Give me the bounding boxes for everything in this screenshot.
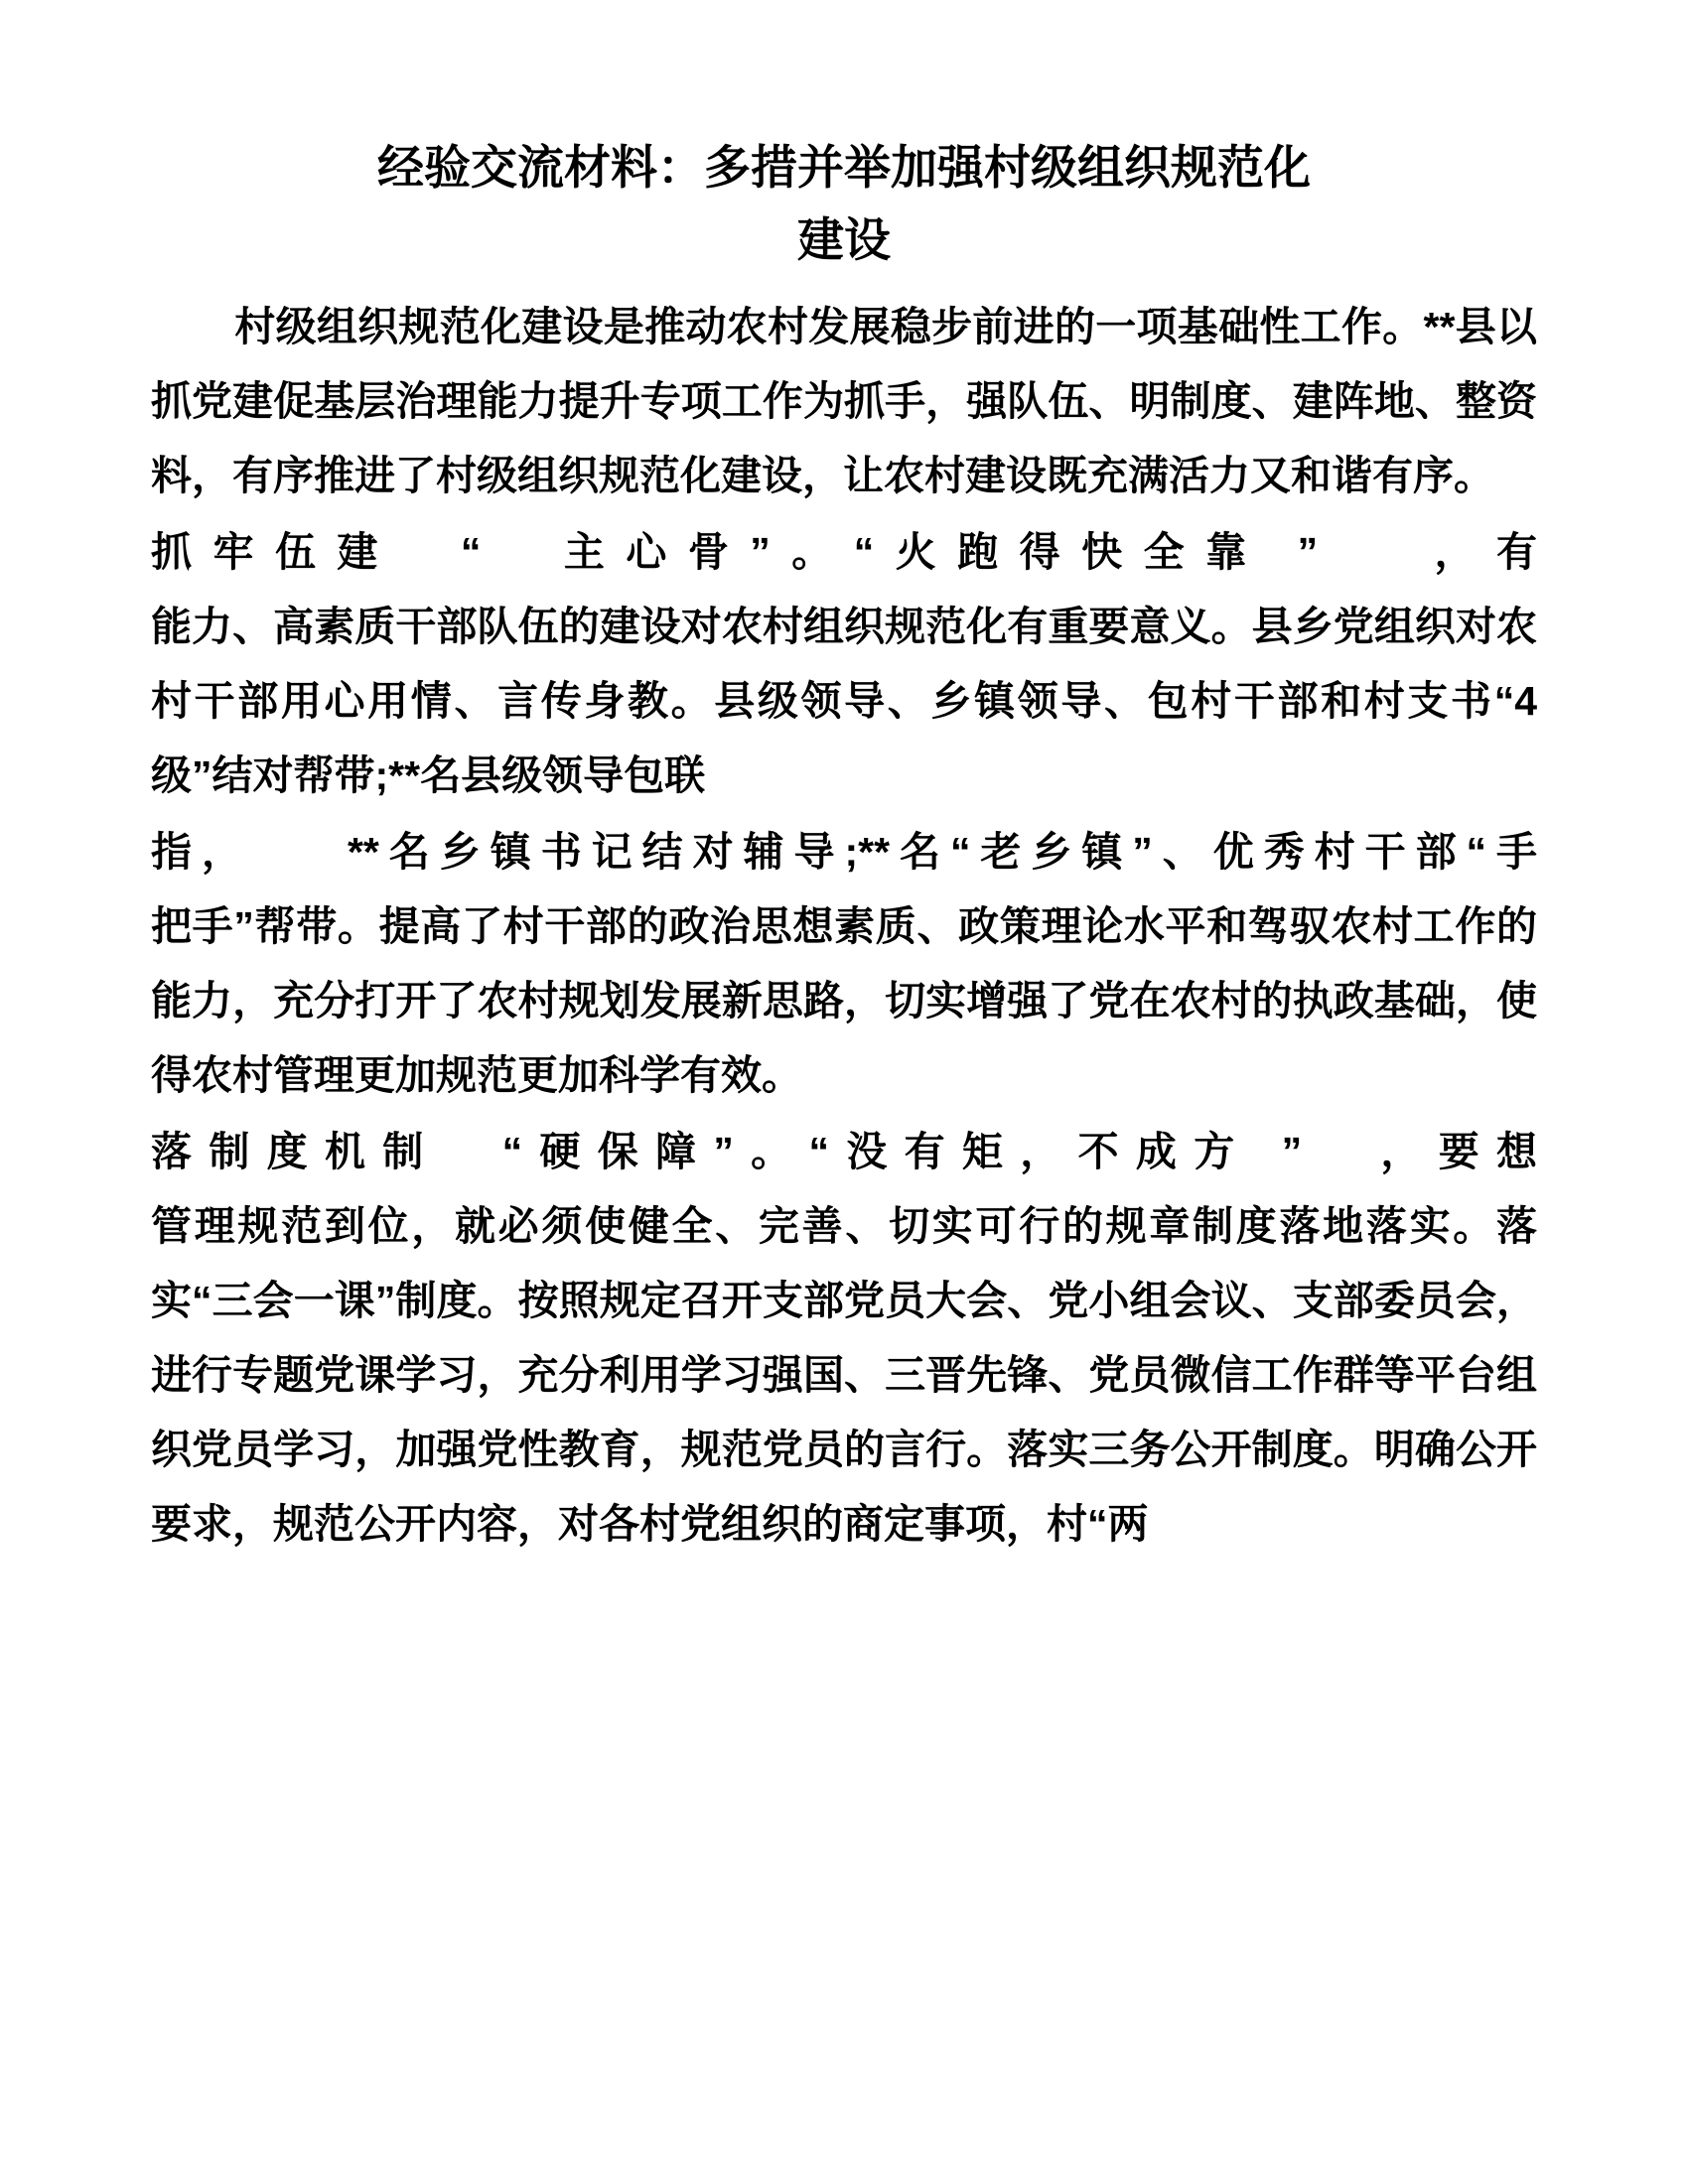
section-1-quote-close: ” xyxy=(1297,529,1319,575)
section-1-line-6: 把手”帮带。提高了村干部的政治思想素质、政策理论水平和 xyxy=(151,903,1248,949)
paragraph-section-1-line-5 xyxy=(151,815,1537,889)
paragraph-section-2-line-1 xyxy=(151,1115,1537,1189)
section-1-line-3: 县乡党组织对农村干部用心用情、言传身教。县级领导、乡镇 xyxy=(151,604,1538,724)
section-1-tail: ，有 xyxy=(1413,529,1538,575)
section-1-line-8: 增强了党在农村的执政基础，使得农村管理更加规范更加科学 xyxy=(151,978,1538,1098)
paragraph-intro xyxy=(151,290,1537,513)
section-1-quote-open: “ xyxy=(460,529,482,575)
title-text-line-2: 建设 xyxy=(797,213,891,266)
section-1-mid-b: **名乡镇书记结对辅导;**名“老乡镇”、优秀村干部“手 xyxy=(347,829,1538,875)
section-1-line-7: 驾驭农村工作的能力，充分打开了农村规划发展新思路，切实 xyxy=(151,903,1537,1024)
paragraph-section-1 xyxy=(151,515,1537,1113)
section-2-tail: ，要想 xyxy=(1363,1129,1538,1174)
paragraph-intro-line-2: 性工作。**县以抓党建促基层治理能力提升专项工作为抓手， xyxy=(151,304,1537,424)
title-text-line-1: 经验交流材料：多措并举加强村级组织规范化 xyxy=(377,141,1311,194)
paragraph-section-2-body xyxy=(151,1189,1537,1562)
paragraph-section-1-body-b xyxy=(151,889,1537,1113)
paragraph-section-1-body-a xyxy=(151,590,1537,813)
section-2-quote-body: “硬保障”。“没有矩，不成方 xyxy=(501,1129,1252,1174)
section-2-line-6: 加强党性教育，规范党员的言行。落实三务公开制度。明确公 xyxy=(395,1427,1497,1472)
paragraph-intro-line-4: 化建设，让农村建设既充满活力又和谐有序。 xyxy=(680,453,1494,498)
section-1-mid-a: 指， xyxy=(151,829,252,875)
section-2-quote-close: ” xyxy=(1281,1129,1303,1174)
section-2-line-2: 管理规范到位，就必须使健全、完善、切实可行的规章制度落 xyxy=(151,1203,1324,1249)
paragraph-intro-line-3: 强队伍、明制度、建阵地、整资料，有序推进了村级组织规范 xyxy=(151,378,1538,498)
page-title xyxy=(151,131,1537,276)
section-2-lead: 落制度机制 xyxy=(151,1129,441,1174)
section-2-line-5: 学习强国、三晋先锋、党员微信工作群等平台组织党员学习， xyxy=(151,1352,1538,1472)
paragraph-section-2 xyxy=(151,1115,1537,1562)
document-body xyxy=(151,131,1537,1564)
section-1-line-9: 有效。 xyxy=(680,1052,802,1098)
paragraph-intro-line-1: 村级组织规范化建设是推动农村发展稳步前进的一项基础 xyxy=(234,304,1260,349)
page-title-line-1 xyxy=(161,131,1527,204)
section-1-line-2: 能力、高素质干部队伍的建设对农村组织规范化有重要意义。 xyxy=(151,604,1252,649)
section-1-line-4: 领导、包村干部和村支书“4 级”结对帮带;**名县级领导包联 xyxy=(151,678,1537,798)
section-2-line-7: 开要求，规范公开内容，对各村党组织的商定事项，村“两 xyxy=(151,1427,1538,1547)
section-1-lead: 抓牢伍建 xyxy=(151,529,399,575)
section-1-quote-body: 主心骨”。“火跑得快全靠 xyxy=(542,529,1268,575)
paragraph-section-1-line-1 xyxy=(151,515,1537,590)
section-2-line-3: 地落实。落实“三会一课”制度。按照规定召开支部党员大 xyxy=(151,1203,1538,1323)
section-2-line-4: 会、党小组会议、支部委员会，进行专题党课学习，充分利用 xyxy=(151,1278,1537,1398)
